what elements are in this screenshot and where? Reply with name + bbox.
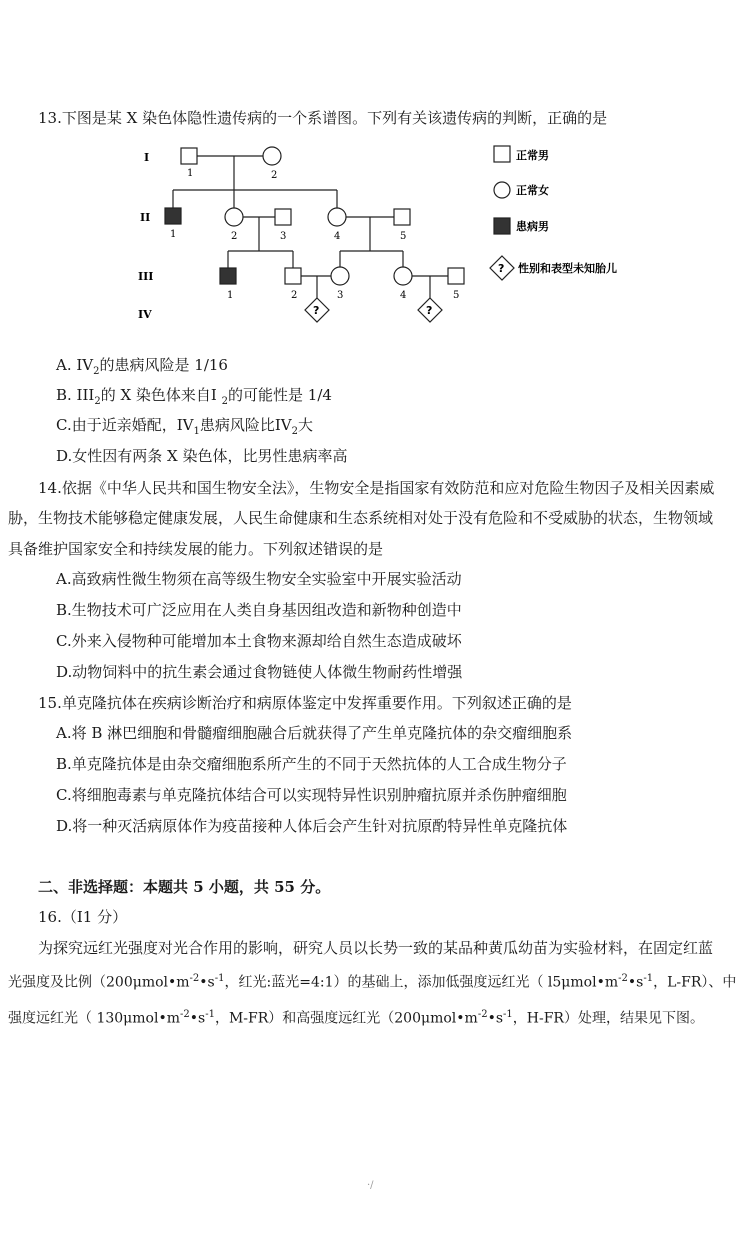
index-III2: 2 bbox=[291, 290, 298, 301]
q14-option-c: C.外来入侵物种可能增加本土食物来源却给自然生态造成破坏 bbox=[56, 632, 462, 650]
question-mark-legend: ? bbox=[498, 262, 505, 275]
q16-line-1: 为探究远红光强度对光合作用的影响，研究人员以长势一致的某品种黄瓜幼苗为实验材料，在固定红蓝 bbox=[38, 939, 714, 957]
q14-stem-line-1: 14.依据《中华人民共和国生物安全法》，生物安全是指国家有效防范和应对危险生物因子及相关因素威 bbox=[38, 479, 715, 497]
index-III1: 1 bbox=[227, 290, 234, 301]
pedigree-II1-affected-male bbox=[165, 208, 181, 224]
q13-option-c: C.由于近亲婚配，$IV_1$患病风险比$IV_2$大 bbox=[56, 416, 314, 437]
index-II4: 4 bbox=[334, 231, 341, 242]
legend-unknown-label: 性别和表型未知胎儿 bbox=[518, 262, 617, 275]
q15-option-a: A.将 B 淋巴细胞和骨髓瘤细胞融合后就获得了产生单克隆抗体的杂交瘤细胞系 bbox=[56, 724, 573, 742]
legend-affected-male-symbol bbox=[494, 218, 510, 234]
index-III5: 5 bbox=[453, 290, 460, 301]
q14-stem-line-2: 胁，生物技术能够稳定健康发展，人民生命健康和生态系统相对处于没有危险和不受威胁的状态，生物领域 bbox=[8, 509, 714, 527]
index-II3: 3 bbox=[280, 231, 287, 242]
gen-label-III: III bbox=[138, 270, 154, 283]
pedigree-II2-normal-female bbox=[225, 208, 243, 226]
pedigree-III2-normal-male bbox=[285, 268, 301, 284]
question-mark-IV2: ? bbox=[426, 304, 433, 317]
q15-option-d: D.将一种灭活病原体作为疫苗接种人体后会产生针对抗原酌特异性单克隆抗体 bbox=[56, 817, 568, 835]
q15-option-c: C.将细胞毒素与单克隆抗体结合可以实现特异性识别肿瘤抗原并杀伤肿瘤细胞 bbox=[56, 786, 567, 804]
gen-label-I: I bbox=[144, 151, 150, 164]
question-mark-IV1: ? bbox=[313, 304, 320, 317]
gen-label-II: II bbox=[140, 211, 151, 224]
index-I2: 2 bbox=[271, 170, 278, 181]
gen-label-IV: IV bbox=[138, 308, 152, 321]
index-II1: 1 bbox=[170, 229, 177, 240]
pedigree-I1-normal-male bbox=[181, 148, 197, 164]
pedigree-I2-normal-female bbox=[263, 147, 281, 165]
pedigree-chart bbox=[130, 138, 630, 334]
q13-option-b: B. $III_2$的 X 染色体来自I $_2$的可能性是 1/4 bbox=[56, 386, 332, 407]
q16-line-2: 光强度及比例（$200\mu mol•m^{-2}•s^{-1}$，红光:蓝光=4:1）的基础上，添加低强度远红光（ $l5\mu mol•m^{-2}•s^{-1}$，L-FR）、中 bbox=[8, 973, 737, 991]
pedigree-II5-normal-male bbox=[394, 209, 410, 225]
section-2-heading: 二、非选择题：本题共 5 小题，共 55 分。 bbox=[38, 878, 331, 896]
q14-option-b: B.生物技术可广泛应用在人类自身基因组改造和新物种创造中 bbox=[56, 601, 462, 619]
legend-normal-female-label: 正常女 bbox=[516, 184, 549, 197]
q14-stem-line-3: 具备维护国家安全和持续发展的能力。下列叙述错误的是 bbox=[8, 540, 384, 558]
q14-option-a: A.高致病性微生物须在高等级生物安全实验室中开展实验活动 bbox=[56, 570, 462, 588]
pedigree-III3-normal-female bbox=[331, 267, 349, 285]
index-III4: 4 bbox=[400, 290, 407, 301]
footer-mark: ·/ bbox=[367, 1180, 374, 1191]
pedigree-III5-normal-male bbox=[448, 268, 464, 284]
q13-option-d: D.女性因有两条 X 染色体，比男性患病率高 bbox=[56, 447, 348, 465]
q16-line-3: 强度远红光（ $130\mu mol•m^{-2}•s^{-1}$，M-FR）和高强度远红光（$200\mu mol•m^{-2}•s^{-1}$，H-FR）处理，结果见下图。 bbox=[8, 1009, 704, 1027]
legend-normal-male-symbol bbox=[494, 146, 510, 162]
q13-stem: 13.下图是某 X 染色体隐性遗传病的一个系谱图。下列有关该遗传病的判断，正确的是 bbox=[38, 109, 608, 127]
index-II5: 5 bbox=[400, 231, 407, 242]
legend-affected-male-label: 患病男 bbox=[516, 220, 549, 233]
q14-option-d: D.动物饲料中的抗生素会通过食物链使人体微生物耐药性增强 bbox=[56, 663, 463, 681]
index-I1: 1 bbox=[187, 168, 194, 179]
index-III3: 3 bbox=[337, 290, 344, 301]
pedigree-II4-normal-female bbox=[328, 208, 346, 226]
legend-normal-male-label: 正常男 bbox=[516, 149, 549, 162]
pedigree-III4-normal-female bbox=[394, 267, 412, 285]
index-II2: 2 bbox=[231, 231, 238, 242]
q15-stem: 15.单克隆抗体在疾病诊断治疗和病原体鉴定中发挥重要作用。下列叙述正确的是 bbox=[38, 694, 572, 712]
legend-normal-female-symbol bbox=[494, 182, 510, 198]
q15-option-b: B.单克隆抗体是由杂交瘤细胞系所产生的不同于天然抗体的人工合成生物分子 bbox=[56, 755, 567, 773]
q13-option-a: A. $IV_2$的患病风险是 1/16 bbox=[56, 356, 228, 377]
pedigree-II3-normal-male bbox=[275, 209, 291, 225]
pedigree-svg bbox=[130, 138, 630, 334]
pedigree-III1-affected-male bbox=[220, 268, 236, 284]
q16-number: 16.（I1 分） bbox=[38, 908, 128, 926]
